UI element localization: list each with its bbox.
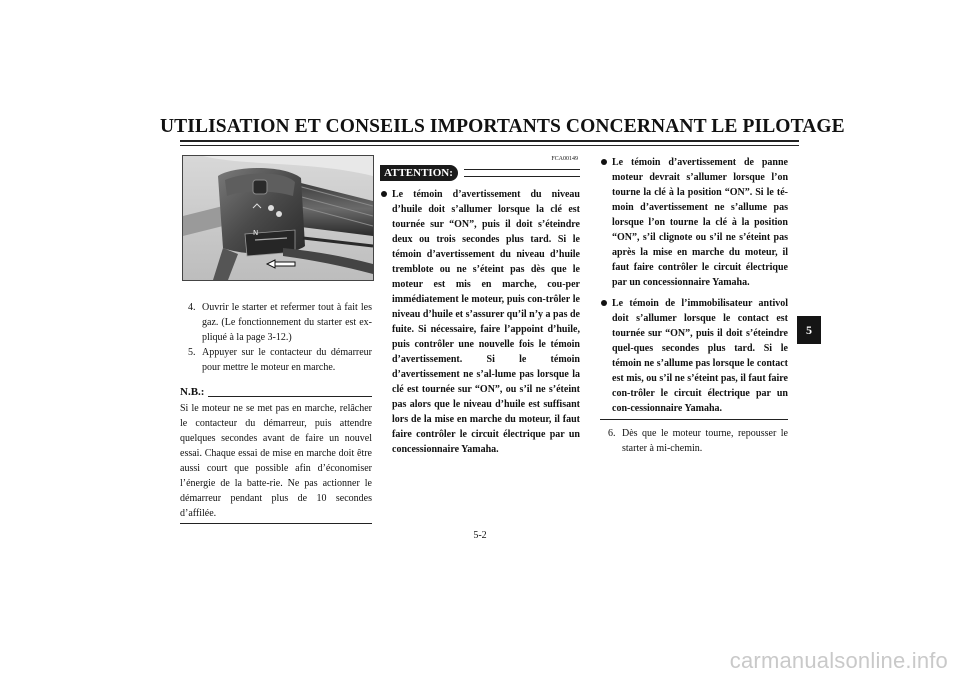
attention-rule xyxy=(464,169,580,177)
handlebar-switch-drawing xyxy=(183,156,373,280)
middle-column xyxy=(380,155,580,457)
attention-bullet xyxy=(600,155,788,290)
right-column xyxy=(600,155,788,456)
header-rule xyxy=(180,140,799,142)
attention-bullet xyxy=(380,187,580,457)
step-text: Ouvrir le starter et refermer tout à fait les gaz. (Le fonctionnement du starter est ex-pliqué à la page 3-12.) xyxy=(202,302,372,343)
step-number: 5. xyxy=(188,347,196,358)
reference-code: FCA00149 xyxy=(551,156,578,162)
attention-heading xyxy=(380,165,580,181)
step-number: 4. xyxy=(188,302,196,313)
step-text: Dès que le moteur tourne, repousser le starter à mi-chemin. xyxy=(622,428,788,454)
step-4 xyxy=(180,300,372,345)
attention-end-rule xyxy=(600,419,788,420)
step-5 xyxy=(180,345,372,375)
handlebar-switch-illustration xyxy=(182,155,374,281)
note-heading xyxy=(180,385,372,399)
note-text: Si le moteur ne se met pas en marche, relâcher le contacteur du démarreur, puis attendre quelques secondes avant de faire un nouvel essai. Chaque essai de mise en marche doit être aussi court que possible afin d’économiser l’énergie de la batte-rie. Ne pas actionner le démarreur pendant plus de 10 secondes d’affilée. xyxy=(180,403,372,519)
note-end-rule xyxy=(180,523,372,524)
watermark: carmanualsonline.info xyxy=(729,648,948,673)
step-6 xyxy=(600,426,788,456)
bullet-icon xyxy=(601,159,607,165)
bullet-icon xyxy=(381,191,387,197)
note-rule xyxy=(208,396,372,397)
page-title: UTILISATION ET CONSEILS IMPORTANTS CONCERNANT LE PILOTAGE xyxy=(160,116,845,137)
step-text: Appuyer sur le contacteur du démarreur pour mettre le moteur en marche. xyxy=(202,347,372,373)
bullet-text: Le témoin d’avertissement du niveau d’huile doit s’allumer lorsque la clé est tournée sur “ON”, puis il doit s’éteindre deux ou trois secondes plus tard. Si le témoin d’avertissement du niveau d’huile tremblote ou ne s’éteint pas dès que le moteur est mis en marche, cou-per immédiatement le moteur, puis con-trôler le niveau d’huile et s’assurer qu’il n’y a pas de fuite. Si nécessaire, faire l’appoint d’huile, puis contrôler une nouvelle fois le témoin d’avertissement. Si le témoin d’avertissement ne s’al-lume pas lorsque la clé est tournée sur “ON”, ou s’il ne s’éteint pas alors que le niveau d’huile est suffisant lors de la mise en marche du moteur, il faut faire contrôler le circuit électrique par un concessionnaire Yamaha. xyxy=(392,189,580,455)
note-label: N.B.: xyxy=(180,386,205,398)
left-column xyxy=(180,300,372,524)
bullet-text: Le témoin d’avertissement de panne moteur devrait s’allumer lorsque l’on tourne la clé à la position “ON”. Si le té-moin d’avertissement ne s’allume pas lorsque l’on tourne la clé à la position “ON”, s’il clignote ou s’il ne s’éteint pas après la mise en marche du moteur, il faut faire contrôler le circuit électrique par un concessionnaire Yamaha. xyxy=(612,157,788,288)
svg-text:N: N xyxy=(253,229,259,237)
section-tab[interactable]: 5 xyxy=(797,316,821,344)
page-number: 5-2 xyxy=(473,530,487,541)
bullet-icon xyxy=(601,300,607,306)
bullet-text: Le témoin de l’immobilisateur antivol doit s’allumer lorsque le contact est tournée sur “ON”, puis il doit s’éteindre quel-ques secondes plus tard. Si le témoin ne s’allume pas lorsque le contact est mis, ou s’il ne s’éteint pas, il faut faire con-trôler le circuit électrique par un con-cessionnaire Yamaha. xyxy=(612,298,788,414)
attention-label: ATTENTION: xyxy=(380,165,458,181)
attention-bullet xyxy=(600,296,788,416)
header-rule-thin xyxy=(180,145,799,146)
step-number: 6. xyxy=(608,428,616,439)
